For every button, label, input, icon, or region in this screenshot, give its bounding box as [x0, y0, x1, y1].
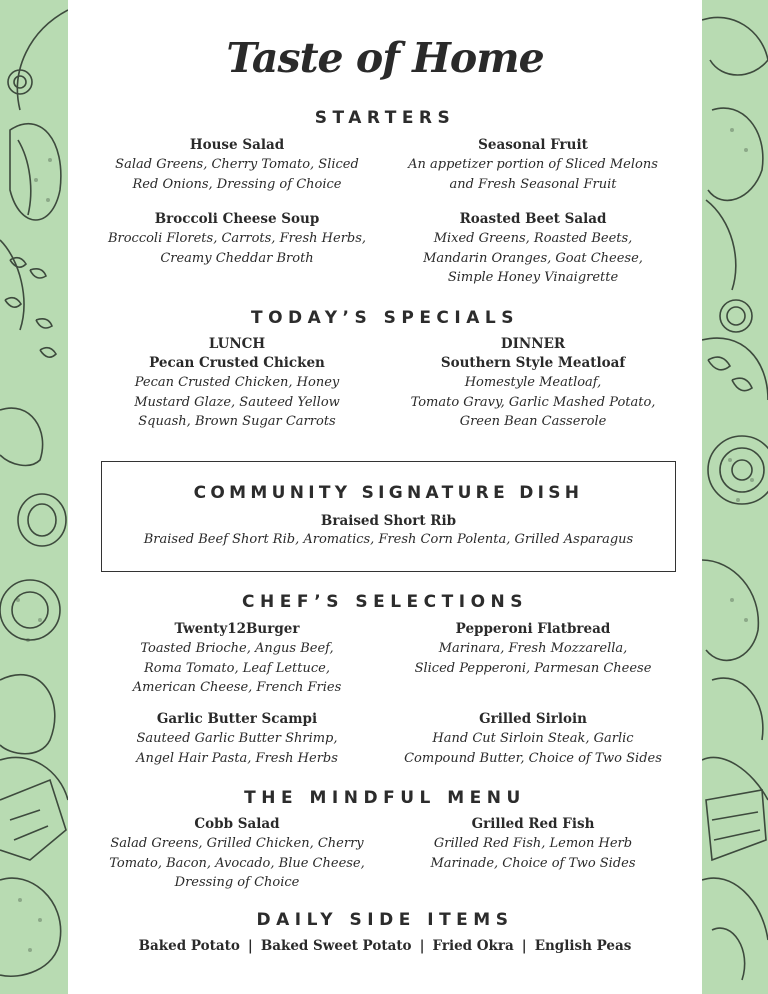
- item-name: Twenty12Burger: [174, 621, 300, 637]
- special-lunch: [92, 335, 382, 432]
- item-desc: Tomato Gravy, Garlic Mashed Potato,: [410, 394, 656, 410]
- item-desc: Simple Honey Vinaigrette: [447, 270, 619, 285]
- separator: |: [521, 938, 527, 954]
- item-desc: Red Onions, Dressing of Choice: [132, 176, 342, 192]
- item-desc: Hand Cut Sirloin Steak, Garlic: [432, 731, 634, 746]
- menu-item-grilled-sirloin: [388, 710, 678, 768]
- side-item: Baked Sweet Potato: [260, 938, 412, 954]
- right-botanical-border: [702, 0, 768, 994]
- item-desc: Salad Greens, Grilled Chicken, Cherry: [110, 836, 364, 851]
- separator: |: [247, 938, 253, 954]
- menu-item-house-salad: [92, 136, 382, 194]
- signature-heading: COMMUNITY SIGNATURE DISH: [193, 483, 584, 503]
- vegetable-illustration-left: [0, 0, 68, 994]
- signature-dish-box: [101, 461, 676, 572]
- daily-sides-list: [68, 938, 702, 954]
- item-desc: Mustard Glaze, Sauteed Yellow: [134, 394, 340, 410]
- item-desc: Marinara, Fresh Mozzarella,: [438, 641, 628, 656]
- item-desc: Creamy Cheddar Broth: [160, 250, 314, 266]
- signature-name: Braised Short Rib: [320, 513, 457, 529]
- item-name: Grilled Red Fish: [471, 816, 595, 832]
- side-item: Fried Okra: [432, 938, 514, 954]
- special-label: DINNER: [500, 336, 566, 352]
- item-desc: and Fresh Seasonal Fruit: [449, 176, 617, 192]
- item-desc: Marinade, Choice of Two Sides: [430, 855, 636, 871]
- item-name: Pepperoni Flatbread: [455, 621, 611, 637]
- vegetable-illustration-right: [702, 0, 768, 994]
- menu-item-seasonal-fruit: [388, 136, 678, 194]
- special-label: LUNCH: [208, 336, 266, 352]
- left-botanical-border: [0, 0, 68, 994]
- starters-heading: STARTERS: [314, 108, 456, 128]
- item-desc: Pecan Crusted Chicken, Honey: [134, 375, 340, 390]
- item-desc: Tomato, Bacon, Avocado, Blue Cheese,: [109, 855, 365, 871]
- side-item: English Peas: [534, 938, 632, 954]
- signature-desc: Braised Beef Short Rib, Aromatics, Fresh Corn Polenta, Grilled Asparagus: [143, 532, 634, 547]
- specials-heading: TODAY’S SPECIALS: [251, 308, 519, 328]
- separator: |: [419, 938, 425, 954]
- menu-item-cobb-salad: [92, 815, 382, 893]
- item-desc: Sliced Pepperoni, Parmesan Cheese: [414, 660, 652, 676]
- mindful-heading: THE MINDFUL MENU: [244, 788, 526, 808]
- item-name: Roasted Beet Salad: [459, 211, 607, 227]
- menu-item-broccoli-cheese-soup: [92, 210, 382, 268]
- item-name: House Salad: [189, 137, 285, 153]
- item-desc: Dressing of Choice: [174, 875, 300, 890]
- item-desc: Salad Greens, Cherry Tomato, Sliced: [115, 157, 359, 172]
- menu-page: [68, 0, 702, 994]
- menu-item-twenty12burger: [92, 620, 382, 698]
- item-desc: Compound Butter, Choice of Two Sides: [404, 750, 662, 766]
- item-desc: Roma Tomato, Leaf Lettuce,: [144, 660, 330, 676]
- item-desc: Mandarin Oranges, Goat Cheese,: [423, 250, 643, 266]
- menu-item-roasted-beet-salad: [388, 210, 678, 288]
- side-item: Baked Potato: [138, 938, 240, 954]
- item-desc: Mixed Greens, Roasted Beets,: [433, 231, 633, 246]
- item-name: Grilled Sirloin: [479, 711, 587, 727]
- item-desc: Homestyle Meatloaf,: [464, 375, 602, 390]
- special-dinner: [388, 335, 678, 432]
- item-name: Southern Style Meatloaf: [440, 355, 626, 371]
- item-desc: American Cheese, French Fries: [132, 680, 342, 695]
- item-name: Broccoli Cheese Soup: [154, 211, 320, 227]
- item-desc: Green Bean Casserole: [459, 414, 607, 429]
- item-desc: An appetizer portion of Sliced Melons: [408, 157, 658, 172]
- item-desc: Sauteed Garlic Butter Shrimp,: [136, 731, 338, 746]
- item-name: Cobb Salad: [194, 816, 280, 832]
- item-name: Seasonal Fruit: [478, 137, 588, 153]
- daily-sides-heading: DAILY SIDE ITEMS: [256, 910, 514, 930]
- item-name: Pecan Crusted Chicken: [149, 355, 325, 371]
- item-name: Garlic Butter Scampi: [156, 711, 318, 727]
- item-desc: Grilled Red Fish, Lemon Herb: [433, 836, 633, 851]
- menu-item-garlic-butter-scampi: [92, 710, 382, 768]
- item-desc: Angel Hair Pasta, Fresh Herbs: [136, 750, 338, 766]
- menu-title: Taste of Home: [226, 34, 544, 82]
- menu-item-grilled-red-fish: [388, 815, 678, 873]
- chefs-heading: CHEF’S SELECTIONS: [242, 592, 528, 612]
- menu-item-pepperoni-flatbread: [388, 620, 678, 678]
- item-desc: Broccoli Florets, Carrots, Fresh Herbs,: [107, 231, 367, 246]
- item-desc: Toasted Brioche, Angus Beef,: [140, 641, 334, 656]
- item-desc: Squash, Brown Sugar Carrots: [138, 414, 336, 429]
